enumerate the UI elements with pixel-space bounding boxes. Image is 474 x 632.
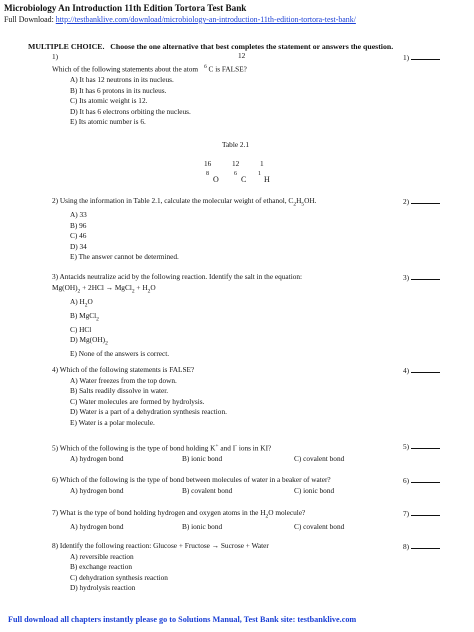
q5-sup-minus: - bbox=[235, 443, 237, 449]
table-mass-h: 1 bbox=[260, 159, 264, 168]
q5-text-a: 5) Which of the following is the type of bond holding K bbox=[52, 443, 216, 453]
q3-option[interactable]: C) HCl bbox=[70, 324, 92, 334]
q1-option[interactable]: D) It has 6 electrons orbiting the nucleus. bbox=[70, 106, 191, 116]
q3-eq-sub: 2 bbox=[77, 288, 81, 295]
q5-sup-plus: + bbox=[215, 443, 219, 449]
question-1 bbox=[52, 62, 247, 128]
q3-eq-sub: 2 bbox=[147, 288, 151, 295]
answer-blank bbox=[411, 508, 440, 516]
q2-option[interactable]: D) 34 bbox=[70, 241, 87, 251]
q4-option[interactable]: D) Water is a part of a dehydration synthesis reaction. bbox=[70, 407, 227, 417]
q1-option[interactable]: E) Its atomic number is 6. bbox=[70, 117, 146, 127]
q1-left-number: 1) bbox=[52, 52, 59, 61]
q3-equation bbox=[52, 283, 302, 297]
question-3 bbox=[52, 272, 302, 360]
q8-option[interactable]: B) exchange reaction bbox=[70, 562, 132, 572]
q6-options-row bbox=[52, 486, 406, 497]
q1-atomic-number: 6 bbox=[203, 64, 207, 70]
q2-answer-slot[interactable] bbox=[403, 196, 440, 206]
q2-option[interactable]: E) The answer cannot be determined. bbox=[70, 252, 179, 262]
q2-text-start: 2) Using the information in Table 2.1, calculate the molecular weight of ethanol, C bbox=[52, 196, 294, 205]
q6-stem: 6) Which of the following is the type of bond between molecules of water in a beaker of water? bbox=[52, 475, 331, 484]
q5-stem bbox=[52, 441, 406, 454]
table-number-o: 8 bbox=[206, 171, 209, 177]
q1-text-after: C is FALSE? bbox=[208, 64, 247, 74]
q2-text-end: OH. bbox=[304, 196, 317, 205]
answer-blank bbox=[411, 441, 440, 449]
q5-text-b: and I bbox=[218, 443, 236, 453]
download-prefix: Full Download: bbox=[4, 15, 54, 24]
q7-option[interactable]: B) ionic bond bbox=[182, 522, 223, 532]
q3-eq-sub: 2 bbox=[131, 288, 135, 295]
q3-stem: 3) Antacids neutralize acid by the following reaction. Identify the salt in the equation: bbox=[52, 272, 303, 281]
q1-option[interactable]: B) It has 6 protons in its nucleus. bbox=[70, 85, 167, 95]
q7-options-row bbox=[52, 522, 406, 533]
table-symbol-h: H bbox=[264, 175, 270, 184]
q5-option[interactable]: B) ionic bond bbox=[182, 454, 223, 464]
answer-blank bbox=[411, 365, 440, 373]
q3-option[interactable] bbox=[52, 311, 302, 325]
q4-option[interactable]: B) Salts readily dissolve in water. bbox=[70, 386, 169, 396]
q2-stem bbox=[52, 196, 316, 210]
q3-answer-number: 3) bbox=[403, 273, 410, 282]
q5-options-row bbox=[52, 454, 406, 465]
q1-stem bbox=[52, 62, 247, 75]
q7-answer-number: 7) bbox=[403, 509, 410, 518]
q3-option[interactable] bbox=[52, 335, 302, 349]
instructions-text: Choose the one alternative that best completes the statement or answers the question. bbox=[110, 42, 394, 51]
question-5 bbox=[52, 441, 406, 465]
instructions-heading: MULTIPLE CHOICE. bbox=[28, 42, 105, 51]
download-link[interactable]: http://testbanklive.com/download/microbiology-an-introduction-11th-edition-tortora-test-bank/ bbox=[55, 15, 356, 24]
q2-option[interactable]: C) 46 bbox=[70, 231, 87, 241]
q6-answer-number: 6) bbox=[403, 476, 410, 485]
q3-option[interactable]: E) None of the answers is correct. bbox=[70, 349, 170, 359]
document-title: Microbiology An Introduction 11th Edition Tortora Test Bank bbox=[4, 3, 247, 13]
question-4 bbox=[52, 365, 227, 429]
q7-text-a: 7) What is the type of bond holding hydrogen and oxygen atoms in the H bbox=[52, 508, 266, 517]
q1-mass-number: 12 bbox=[238, 51, 246, 60]
q3-option-text-end: O bbox=[87, 296, 93, 306]
q4-option[interactable]: A) Water freezes from the top down. bbox=[70, 375, 177, 385]
q5-answer-slot[interactable] bbox=[403, 441, 440, 451]
q3-option-sub: 2 bbox=[84, 302, 88, 309]
answer-blank bbox=[411, 196, 440, 204]
q2-answer-number: 2) bbox=[403, 197, 410, 206]
question-7 bbox=[52, 508, 406, 533]
table-number-h: 1 bbox=[258, 171, 261, 177]
q6-answer-slot[interactable] bbox=[403, 475, 440, 485]
table-caption: Table 2.1 bbox=[222, 140, 250, 149]
table-mass-o: 16 bbox=[204, 159, 212, 168]
q1-text-before: Which of the following statements about the atom bbox=[52, 64, 199, 74]
answer-blank bbox=[411, 52, 440, 60]
q1-option[interactable]: A) It has 12 neutrons in its nucleus. bbox=[70, 75, 174, 85]
q7-option[interactable]: C) covalent bond bbox=[294, 522, 345, 532]
q3-option-text: A) H bbox=[70, 296, 85, 306]
question-8 bbox=[52, 541, 269, 594]
q7-answer-slot[interactable] bbox=[403, 508, 440, 518]
question-2 bbox=[52, 196, 316, 263]
table-symbol-c: C bbox=[241, 175, 247, 184]
q2-option[interactable]: A) 33 bbox=[70, 210, 87, 220]
q6-option[interactable]: A) hydrogen bond bbox=[70, 485, 124, 495]
q2-option[interactable]: B) 96 bbox=[70, 220, 87, 230]
q3-answer-slot[interactable] bbox=[403, 272, 440, 282]
q2-sub-2: 5 bbox=[301, 201, 305, 208]
q8-answer-number: 8) bbox=[403, 542, 410, 551]
q2-sub-1: 2 bbox=[293, 201, 297, 208]
instructions bbox=[28, 42, 393, 51]
q2-text-mid: H bbox=[296, 196, 302, 205]
q3-eq-part: + H bbox=[134, 282, 148, 292]
q4-option[interactable]: E) Water is a polar molecule. bbox=[70, 417, 155, 427]
q3-option-sub: 2 bbox=[96, 316, 99, 323]
q7-sub: 2 bbox=[265, 513, 269, 520]
q8-option[interactable]: C) dehydration synthesis reaction bbox=[70, 572, 168, 582]
q8-option[interactable]: D) hydrolysis reaction bbox=[70, 583, 136, 593]
footer-promo[interactable]: Full download all chapters instantly please go to Solutions Manual, Test Bank site: testbanklive.com bbox=[8, 615, 357, 624]
q5-option[interactable]: A) hydrogen bond bbox=[70, 454, 124, 464]
table-number-c: 6 bbox=[234, 171, 237, 177]
q4-answer-slot[interactable] bbox=[403, 365, 440, 375]
q1-answer-slot[interactable] bbox=[403, 52, 440, 62]
q7-option[interactable]: A) hydrogen bond bbox=[70, 522, 124, 532]
q4-stem: 4) Which of the following statements is FALSE? bbox=[52, 365, 195, 374]
question-6 bbox=[52, 475, 406, 496]
q6-option[interactable]: C) ionic bond bbox=[294, 485, 335, 495]
answer-blank bbox=[411, 475, 440, 483]
q8-option[interactable]: A) reversible reaction bbox=[70, 551, 134, 561]
answer-blank bbox=[411, 272, 440, 280]
table-symbol-o: O bbox=[213, 175, 219, 184]
q3-option[interactable] bbox=[52, 297, 302, 311]
q3-eq-part: Mg(OH) bbox=[52, 282, 78, 292]
q3-eq-part: O bbox=[150, 282, 156, 292]
q5-option[interactable]: C) covalent bond bbox=[294, 454, 345, 464]
q3-option-sub: 2 bbox=[105, 340, 108, 347]
q3-option-text: D) Mg(OH) bbox=[70, 335, 106, 345]
q8-answer-slot[interactable] bbox=[403, 541, 440, 551]
q1-option[interactable]: C) Its atomic weight is 12. bbox=[70, 96, 148, 106]
answer-blank bbox=[411, 541, 440, 549]
q7-text-b: O molecule? bbox=[268, 508, 306, 517]
q8-stem: 8) Identify the following reaction: Glucose + Fructose → Sucrose + Water bbox=[52, 541, 269, 550]
q5-text-c: ions in KI? bbox=[237, 443, 272, 453]
download-line bbox=[4, 15, 356, 24]
q3-option-text: B) MgCl bbox=[70, 310, 97, 320]
q6-option[interactable]: B) covalent bond bbox=[182, 485, 233, 495]
q7-stem bbox=[52, 508, 406, 522]
q4-answer-number: 4) bbox=[403, 366, 410, 375]
q4-option[interactable]: C) Water molecules are formed by hydrolysis. bbox=[70, 396, 205, 406]
q3-eq-part: + 2HCl → MgCl bbox=[80, 282, 132, 292]
q1-answer-number: 1) bbox=[403, 53, 410, 62]
table-mass-c: 12 bbox=[232, 159, 240, 168]
q5-answer-number: 5) bbox=[403, 442, 410, 451]
